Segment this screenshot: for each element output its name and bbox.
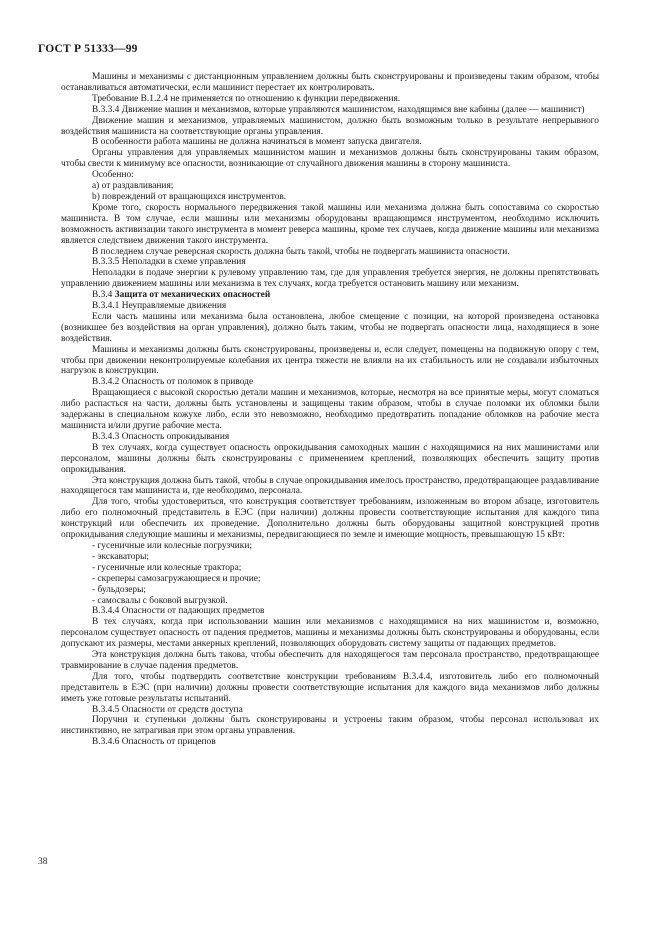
paragraph: В тех случаях, когда при использовании машин или механизмов с находящимися на них машинистом и, возможно, персоналом существует опасность от падения предметов, машины и механизмы должны быть сконструированы и оборудованы, если допускают их размеры, местами анкерных креплений, позволяющих оборудовать систему защиты от падающих предметов. [61, 617, 599, 650]
list-item: - скреперы самозагружающиеся и прочие; [92, 573, 261, 584]
paragraph: Кроме того, скорость нормального передвижения такой машины или механизма должна быть сопоставима со скоростью машиниста. В том случае, если машины или механизмы оборудованы вращающимся инструментом, необходимо исключить возможность активизации такого инструмента в момент реверса машины, кроме тех случаев, когда движение машины или механизма является следствием движения такого инструмента. [61, 202, 599, 246]
paragraph: Поручни и ступеньки должны быть сконструированы и устроены таким образом, чтобы персонал использовал их инстинктивно, не затрагивая при этом органы управления. [61, 715, 599, 737]
paragraph: Эта конструкция должна быть такова, чтобы обеспечить для находящегося там персонала пространство, предотвращающее травмирование в случае падения предметов. [61, 650, 599, 671]
section-heading-bold [61, 290, 599, 301]
paragraph: Эта конструкция должна быть такой, чтобы в случае опрокидывания имелось пространство, предотвращающее раздавливание находящегося там машиниста и, где необходимо, персонала. [61, 475, 599, 497]
list-item: - гусеничные или колесные трактора; [92, 562, 242, 573]
paragraph: Неполадки в подаче энергии к рулевому управлению там, где для управления требуется энергия, не должны препятствовать управлению движением машины или механизма в тех случаях, когда требуется остановить машину или механизм. [61, 268, 599, 290]
section-heading: В.3.3.5 Неполадки в схеме управления [92, 257, 246, 268]
section-number: В.3.4 [92, 290, 115, 301]
paragraph: Требование В.1.2.4 не применяется по отношению к функции передвижения. [92, 93, 401, 104]
list-item: а) от раздавливания; [92, 181, 174, 192]
section-heading: В.3.4.5 Опасности от средств доступа [92, 704, 243, 715]
paragraph: Если часть машины или механизма была остановлена, любое смещение с позиции, на которой произведена остановка (возникшее без воздействия на орган управления), должно быть таким, чтобы не подвергать опасности лица, находящиеся в зоне воздействия. [61, 311, 599, 344]
paragraph: В тех случаях, когда существует опасность опрокидывания самоходных машин с находящимися на них машинистами или персоналом, машины должны быть сконструированы с применением креплений, позволяющих обеспечить защиту против опрокидывания. [61, 442, 599, 475]
section-heading: В.3.4.3 Опасность опрокидывания [92, 431, 230, 442]
section-heading: В.3.4.1 Неуправляемые движения [92, 301, 227, 312]
paragraph: Машины и механизмы с дистанционным управлением должны быть сконструированы и произведены таким образом, чтобы останавливаться автоматически, если машинист перестает их контролировать. [61, 72, 599, 93]
list-item: b) повреждений от вращающихся инструментов. [92, 191, 287, 202]
section-heading: В.3.4.4 Опасности от падающих предметов [92, 606, 265, 617]
paragraph: Органы управления для управляемых машинистом машин и механизмов должны быть сконструированы таким образом, чтобы свести к минимуму все опасности, возникающие от случайного движения машины в сторону машиниста. [61, 148, 599, 170]
document-body [61, 72, 599, 748]
section-heading: В.3.4.6 Опасность от прицепов [92, 737, 216, 748]
paragraph: Движение машин и механизмов, управляемых машинистом, должно быть возможным только в результате непрерывного воздействия машиниста на соответствующие органы управления. [61, 115, 599, 137]
section-title: Защита от механических опасностей [114, 290, 271, 301]
page-number: 38 [38, 857, 48, 867]
section-heading: В.3.3.4 Движение машин и механизмов, которые управляются машинистом, находящимся вне кабины (далее — машинист) [92, 104, 585, 115]
paragraph: Для того, чтобы удостовериться, что конструкция соответствует требованиям, изложенным во втором абзаце, изготовитель либо его полномочный представитель в ЕЭС (при наличии) должны провести соответствующие испытания для каждого типа конструкций или обеспечить их проведение. Дополнительно должны быть оборудованы защитной конструкцией против опрокидывания следующие машины и механизмы, передвигающиеся по земле и имеющие мощность, превышающую 15 кВт: [61, 497, 599, 541]
list-item: - экскаваторы; [92, 551, 150, 562]
paragraph: В особенности работа машины не должна начинаться в момент запуска двигателя. [92, 137, 422, 148]
paragraph: Для того, чтобы подтвердить соответствие конструкции требованиям В.3.4.4, изготовитель либо его полномочный представитель в ЕЭС (при наличии) должны провести соответствующие испытания для каждого вида механизмов либо должны иметь уже готовые результаты испытаний. [61, 671, 599, 704]
section-heading: В.3.4.2 Опасность от поломок в приводе [92, 377, 254, 388]
list-item: - самосвалы с боковой выгрузкой. [92, 595, 228, 606]
paragraph: Машины и механизмы должны быть сконструированы, произведены и, если следует, помещены на подвижную опору с тем, чтобы при движении неконтролируемые колебания их центра тяжести не влияли на их стабильность или не создавали избыточных нагрузок в конструкции. [61, 344, 599, 377]
paragraph: Вращающиеся с высокой скоростью детали машин и механизмов, которые, несмотря на все принятые меры, могут сломаться либо распасться на части, должны быть установлены и защищены таким образом, чтобы в случае поломки их обломки были задержаны в специальном кожухе либо, если это невозможно, необходимо предотвратить попадание обломков на рабочие места машиниста и/или другие рабочие места. [61, 388, 599, 431]
document-header: ГОСТ Р 51333—99 [38, 43, 138, 55]
list-item: - гусеничные или колесные погрузчики; [92, 540, 252, 551]
paragraph: Особенно: [92, 170, 134, 181]
list-item: - бульдозеры; [92, 584, 147, 595]
paragraph: В последнем случае реверсная скорость должна быть такой, чтобы не подвергать машиниста опасности. [92, 246, 510, 257]
